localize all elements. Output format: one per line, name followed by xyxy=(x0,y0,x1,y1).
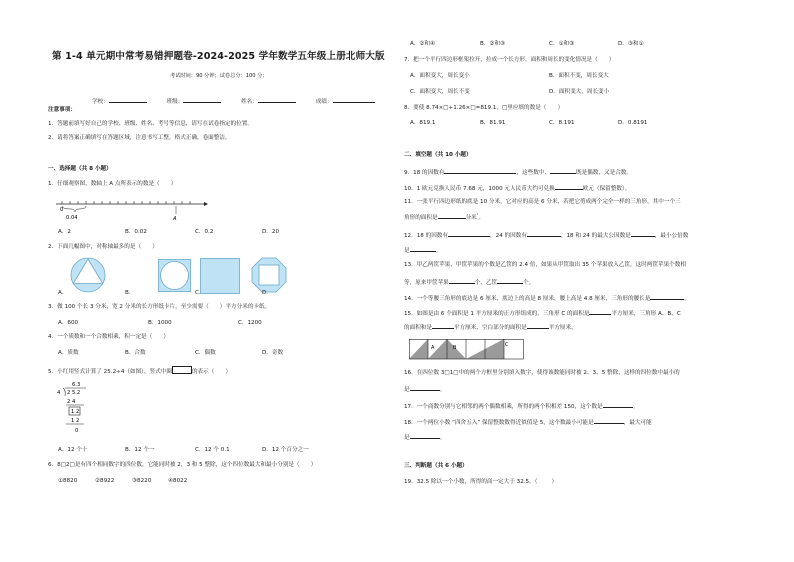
option-b[interactable]: B．1000 xyxy=(148,320,172,326)
division-remainder: 1 2 xyxy=(71,409,80,415)
answer-blank[interactable] xyxy=(449,277,475,284)
question-8-stem: 8．要使 8.74×□+1.26×□=819.1，□里应填的数是（ ） xyxy=(404,105,564,111)
item-1: ①8820 xyxy=(58,478,78,484)
answer-blank[interactable] xyxy=(594,417,624,424)
option-a[interactable]: A．2 xyxy=(58,229,71,235)
question-15-cont: 的面积和是 平方厘米，空白部分的面积是 平方厘米。 xyxy=(404,322,577,332)
question-3-stem: 3．做 100 个长 3 分米，宽 2 分米的长方形纸卡片，至少需要（ ）平方分米的卡纸。 xyxy=(48,304,271,310)
option-d[interactable]: D．12 个百分之一 xyxy=(262,447,309,453)
answer-blank[interactable] xyxy=(527,322,549,329)
rectangle-figure xyxy=(200,258,240,294)
question-18-cont: 是 。 xyxy=(404,432,445,442)
option-d[interactable]: D．奇数 xyxy=(262,350,284,356)
option-c[interactable]: C．①和③ xyxy=(549,41,575,47)
answer-box xyxy=(172,366,192,374)
option-c[interactable]: C．面积变大，周长不变 xyxy=(410,89,470,95)
question-19: 19．32.5 除以一个小数，所得的商一定大于 32.5。（ ） xyxy=(404,479,558,485)
question-5-stem-start: 5．小红用竖式计算了 25.2÷4（如图），竖式中圈 xyxy=(48,369,172,375)
triangle-a-shade xyxy=(409,339,428,359)
option-d[interactable]: D．0.8191 xyxy=(618,120,648,126)
option-b[interactable]: B．面积不变，周长变大 xyxy=(549,73,609,79)
answer-blank[interactable] xyxy=(497,277,523,284)
option-d[interactable]: D．20 xyxy=(262,229,280,235)
option-c[interactable]: C．12 个 0.1 xyxy=(195,447,230,453)
student-info-row xyxy=(92,96,375,106)
score-field[interactable] xyxy=(333,96,375,103)
item-2: ②8922 xyxy=(95,478,115,484)
note-line: 2．请将答案正确填写在答题区域，注意书写工整，格式正确，卷面整洁。 xyxy=(48,135,231,141)
option-a[interactable]: A．600 xyxy=(58,320,79,326)
question-14: 14．一个等腰三角形的底边是 6 厘米，底边上的高是 8 厘米，腰上高是 4.8 厘米，三角形的腰长是 。 xyxy=(404,293,690,303)
option-d[interactable]: D．面积变大，周长变小 xyxy=(549,89,610,95)
triangle-grid-figure xyxy=(409,339,525,360)
division-divisor: 4 xyxy=(57,390,61,396)
question-12-cont: 是 。 xyxy=(404,245,441,255)
question-11: 11．一张平行四边形纸的底是 10 分米，它对应的高是 6 分米，若把它剪成两个完全一样的三角形，其中一个三 xyxy=(404,199,681,205)
point-a-label: A xyxy=(173,216,177,222)
question-15: 15．如图是由 6 个面积是 1 平方厘米的正方形组成的，三角形 C 的面积是 平方厘米，三角形 A、B、C xyxy=(404,308,681,318)
question-9: 9．18 的因数有 ，这些数中， 既是偶数，又是合数。 xyxy=(404,167,632,177)
option-c[interactable]: C．偶数 xyxy=(195,350,216,356)
exam-info: 考试时间：90 分钟；试卷总分：100 分； xyxy=(170,73,268,79)
answer-blank[interactable] xyxy=(438,212,466,219)
option-b[interactable]: B．12 个一 xyxy=(125,447,155,453)
score-label: 成绩： xyxy=(315,99,333,105)
division-dividend: 2 5.2 xyxy=(67,390,81,396)
triangle-b-label: B xyxy=(453,345,457,351)
answer-blank[interactable] xyxy=(589,308,611,315)
division-step: 1 2 xyxy=(71,418,80,424)
option-b[interactable]: B．0.02 xyxy=(125,229,147,235)
option-a[interactable]: A．②和④ xyxy=(410,41,436,47)
triangle-c-label: C xyxy=(505,342,509,348)
name-field[interactable] xyxy=(258,96,296,103)
question-2-stem: 2．下面几幅图中，对称轴最多的是（ ） xyxy=(48,244,158,250)
page-title: 第 1-4 单元期中常考易错押题卷-2024-2025 学年数学五年级上册北师大版 xyxy=(52,51,385,62)
division-quotient: 6.3 xyxy=(72,382,81,388)
school-label: 学校： xyxy=(92,99,109,105)
long-division-figure xyxy=(56,377,96,439)
option-a[interactable]: A． xyxy=(58,290,68,296)
answer-blank[interactable] xyxy=(432,322,454,329)
question-11-cont: 角形的面积是 分米$^{^2}$。 xyxy=(404,212,484,221)
question-16-cont: 是 。 xyxy=(404,384,445,394)
option-c[interactable]: C．8.191 xyxy=(549,120,575,126)
class-field[interactable] xyxy=(183,96,221,103)
class-label: 班级： xyxy=(166,99,184,105)
option-c[interactable]: C． xyxy=(195,290,205,296)
name-label: 姓名： xyxy=(241,99,258,105)
question-12: 12．18 的因数有 ，24 的因数有 ，18 和 24 的最大公因数是 ，最小公倍数 xyxy=(404,230,688,240)
answer-blank[interactable] xyxy=(555,183,583,190)
division-final: 0 xyxy=(75,428,79,434)
option-d[interactable]: D． xyxy=(262,290,272,296)
answer-blank[interactable] xyxy=(410,432,440,439)
notes-heading: 注意事项： xyxy=(48,107,76,113)
section-heading: 三、判断题（共 6 小题） xyxy=(404,463,468,469)
triangle-a-label: A xyxy=(431,345,435,351)
item-3: ③8220 xyxy=(132,478,152,484)
octagon-square-figure xyxy=(251,257,287,293)
question-5-stem-end: 的表示（ ） xyxy=(191,369,232,375)
note-line: 1．答题前填写好自己的学校、班级、姓名、考号等信息，请写在试卷指定的位置。 xyxy=(48,121,253,127)
division-step: 2 4 xyxy=(67,399,76,405)
question-1-stem: 1．仔细观察图，数轴上 A 点所表示的数是（ ） xyxy=(48,181,177,187)
answer-blank[interactable] xyxy=(410,384,440,391)
answer-blank[interactable] xyxy=(527,230,561,237)
question-7-stem: 7．把一个平行四边形框架拉开，拉成一个长方形，面积和周长的变化情况是（ ） xyxy=(404,57,615,63)
school-field[interactable] xyxy=(109,96,147,103)
question-10: 10．1 欧元兑换人民币 7.68 元，1000 元人民币大约可兑换 欧元（保留整数）。 xyxy=(404,183,630,193)
option-b[interactable]: B．合数 xyxy=(125,350,146,356)
answer-blank[interactable] xyxy=(550,167,576,174)
axis-ticks xyxy=(62,201,190,204)
option-b[interactable]: B．81.91 xyxy=(480,120,506,126)
option-d[interactable]: D．③和① xyxy=(618,41,644,47)
brace-mark xyxy=(62,206,86,212)
answer-blank[interactable] xyxy=(444,167,516,174)
option-a[interactable]: A．12 个十 xyxy=(58,447,88,453)
answer-blank[interactable] xyxy=(448,230,490,237)
square-circle-figure xyxy=(158,259,191,292)
answer-blank[interactable] xyxy=(603,401,633,408)
question-6-stem: 6．8□2□是有四个相同数字的四位数，它能同时被 2，3 和 5 整除，这个四位数最大和最小分别是（ ） xyxy=(48,462,317,468)
question-5-stem xyxy=(48,366,231,376)
question-16: 16．在四位数 3□1□中的两个方框里分别填入数字，使得该数能同时被 2、3、5 整除，这样的四位数中最小的 xyxy=(404,370,680,376)
question-4-stem: 4．一个质数和一个合数相乘，积一定是（ ） xyxy=(48,334,170,340)
option-c[interactable]: C．1200 xyxy=(238,320,262,326)
section-heading: 一、选择题（共 8 小题） xyxy=(48,166,112,172)
answer-blank[interactable] xyxy=(410,245,436,252)
axis-label-zero: 0 xyxy=(60,207,64,213)
question-17: 17．一个商数分别与它相邻的两个偶数相乘，所得的两个积相差 150，这个数是 。 xyxy=(404,401,638,411)
question-18: 18．一个两位小数 “四舍五入” 保留整数数得近似值是 5，这个数最小可能是 ，最大可能 xyxy=(404,417,652,427)
circle-triangle-figure xyxy=(70,257,106,293)
option-a[interactable]: A．质数 xyxy=(58,350,79,356)
axis-arrow-icon xyxy=(204,202,208,206)
question-13-cont: 等，原来甲筐苹果 个，乙筐 个。 xyxy=(404,277,534,287)
axis-label-tick: 0.04 xyxy=(66,215,78,221)
section-heading: 二、填空题（共 10 小题） xyxy=(404,152,472,158)
item-4: ④8022 xyxy=(168,478,188,484)
number-line-figure xyxy=(48,194,208,224)
option-a[interactable]: A．819.1 xyxy=(410,120,436,126)
option-b[interactable]: B． xyxy=(125,290,135,296)
option-b[interactable]: B．②和③ xyxy=(480,41,506,47)
option-c[interactable]: C．0.2 xyxy=(195,229,214,235)
option-a[interactable]: A．面积变大，周长变小 xyxy=(410,73,470,79)
answer-blank[interactable] xyxy=(650,293,684,300)
question-13: 13．甲乙两筐苹果，甲筐苹果的个数是乙筐的 2.4 倍，如果从甲筐取出 35 个苹果放入乙筐，这时两筐苹果个数相 xyxy=(404,262,686,268)
answer-blank[interactable] xyxy=(631,230,655,237)
